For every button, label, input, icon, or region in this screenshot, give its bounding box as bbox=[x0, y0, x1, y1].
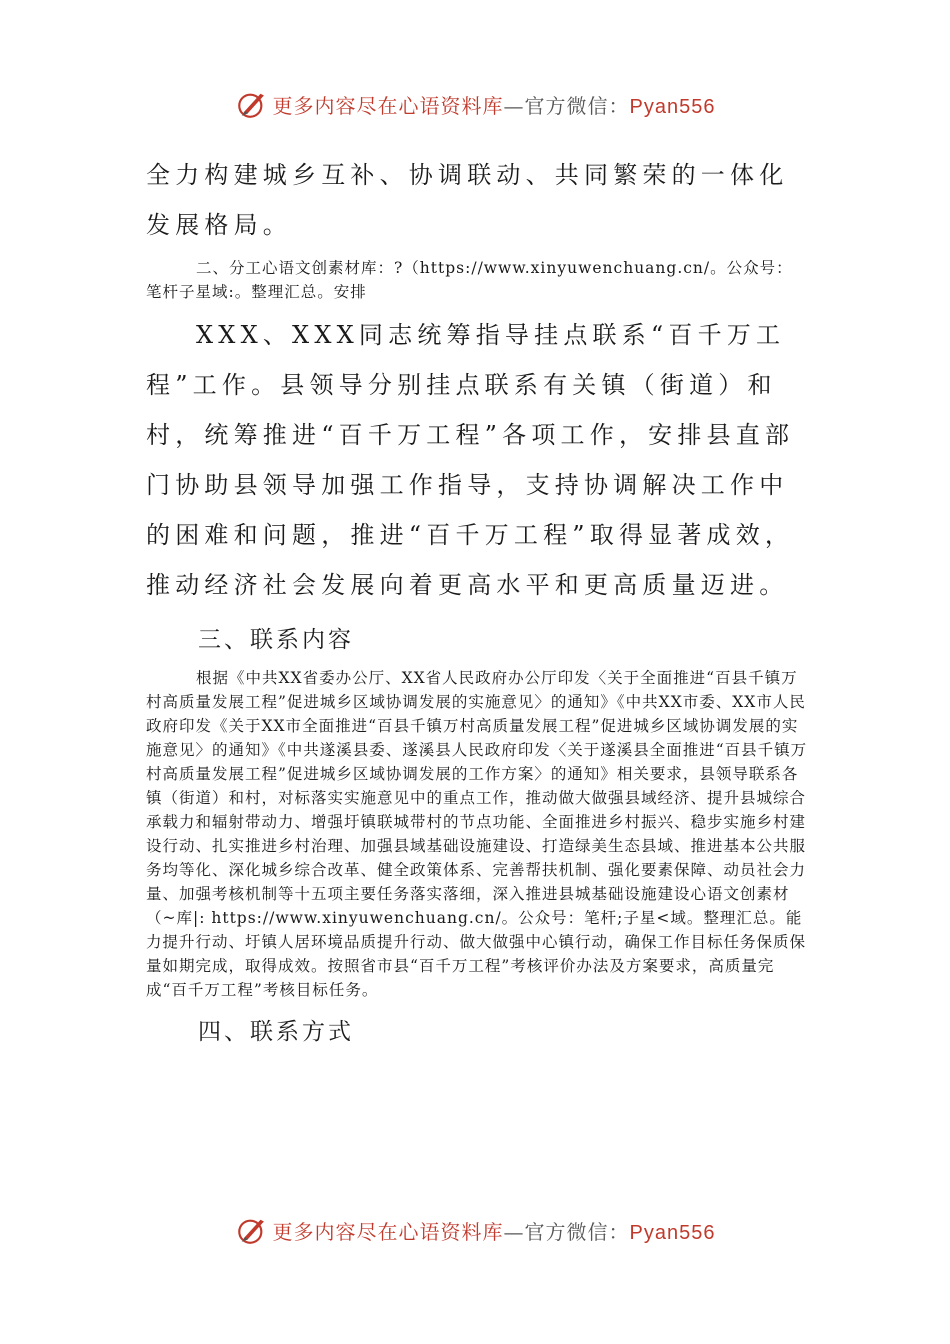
header-banner bbox=[0, 84, 950, 124]
section3-heading: 三、联系内容 bbox=[198, 627, 354, 653]
pen-logo-icon bbox=[235, 87, 269, 121]
paragraph-content: 根据《中共XX省委办公厅、XX省人民政府办公厅印发〈关于全面推进“百县千镇万村高质量发展工程”促进城乡区域协调发展的实施意见〉的通知》《中共XX市委、XX市人民政府印发《关于XX市全面推进“百县千镇万村高质量发展工程”促进城乡区域协调发展的实施意见〉的通知》《中共遂溪县委、遂溪县人民政府印发〈关于遂溪县全面推进“百县千镇万村高质量发展工程”促进城乡区域协调发展的工作方案〉的通知》相关要求，县领导联系各镇（街道）和村，对标落实实施意见中的重点工作，推动做大做强县域经济、提升县城综合承载力和辐射带动力、增强圩镇联城带村的节点功能、全面推进乡村振兴、稳步实施乡村建设行动、扎实推进乡村治理、加强县域基础设施建设、打造绿美生态县域、推进基本公共服务均等化、深化城乡综合改革、健全政策体系、完善帮扶机制、强化要素保障、动员社会力量、加强考核机制等十五项主要任务落实落细，深入推进县城基础设施建设心语文创素材（~库|: https://www.xinyuwenchuang.cn/。公众号：笔杆;子星<域。整理汇总。能力提升行动、圩镇人居环境品质提升行动、做大做强中心镇行动，确保工作目标任务保质保量如期完成，取得成效。按照省市县“百千万工程”考核评价办法及方案要求，高质量完成“百千万工程”考核目标任务。 bbox=[146, 669, 808, 999]
document-body bbox=[146, 150, 808, 1056]
footer-banner bbox=[0, 1210, 950, 1250]
banner-text: 更多内容尽在心语资料库—官方微信：Pyan556 bbox=[272, 93, 716, 118]
pen-logo-icon bbox=[235, 1213, 269, 1247]
paragraph-division: XXX、XXX同志统筹指导挂点联系“百千万工程”工作。县领导分别挂点联系有关镇（街道）和村，统筹推进“百千万工程”各项工作，安排县直部门协助县领导加强工作指导，支持协调解决工作中的困难和问题，推进“百千万工程”取得显著成效，推动经济社会发展向着更高水平和更高质量迈进。 bbox=[146, 321, 795, 599]
section4-heading: 四、联系方式 bbox=[198, 1019, 354, 1045]
paragraph-continued: 全力构建城乡互补、协调联动、共同繁荣的一体化发展格局。 bbox=[146, 161, 789, 239]
section2-heading-line: 二、分工心语文创素材库：?（https://www.xinyuwenchuang.cn/。公众号：笔杆子星域:。整理汇总。安排 bbox=[146, 259, 793, 301]
banner-text: 更多内容尽在心语资料库—官方微信：Pyan556 bbox=[272, 1219, 716, 1244]
